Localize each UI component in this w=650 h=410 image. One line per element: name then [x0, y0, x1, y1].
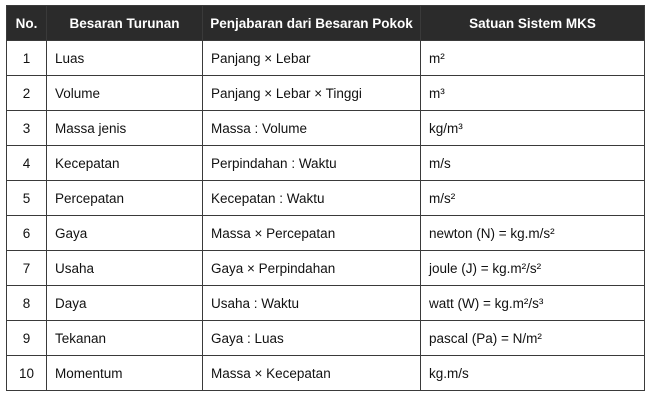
- derived-quantities-table: [6, 5, 645, 391]
- mks-unit-cell: watt (W) = kg.m²/s³: [421, 286, 645, 321]
- derived-quantity-cell: Volume: [47, 76, 203, 111]
- mks-unit-cell: m/s: [421, 146, 645, 181]
- derived-quantity-cell: Usaha: [47, 251, 203, 286]
- derivation-cell: Massa × Percepatan: [203, 216, 421, 251]
- table-row: [7, 356, 645, 391]
- derived-quantity-cell: Daya: [47, 286, 203, 321]
- row-number: 2: [7, 76, 47, 111]
- row-number: 5: [7, 181, 47, 216]
- row-number: 4: [7, 146, 47, 181]
- derivation-cell: Massa × Kecepatan: [203, 356, 421, 391]
- derived-quantity-cell: Percepatan: [47, 181, 203, 216]
- mks-unit-cell: kg/m³: [421, 111, 645, 146]
- derivation-cell: Usaha : Waktu: [203, 286, 421, 321]
- derived-quantity-cell: Gaya: [47, 216, 203, 251]
- derived-quantity-cell: Momentum: [47, 356, 203, 391]
- mks-unit-cell: pascal (Pa) = N/m²: [421, 321, 645, 356]
- table-row: [7, 286, 645, 321]
- table-row: [7, 146, 645, 181]
- row-number: 8: [7, 286, 47, 321]
- row-number: 3: [7, 111, 47, 146]
- mks-unit-cell: kg.m/s: [421, 356, 645, 391]
- table-row: [7, 76, 645, 111]
- row-number: 9: [7, 321, 47, 356]
- header-no: No.: [7, 6, 47, 41]
- derived-quantity-cell: Tekanan: [47, 321, 203, 356]
- derivation-cell: Kecepatan : Waktu: [203, 181, 421, 216]
- table-header-row: [7, 6, 645, 41]
- derived-quantity-cell: Luas: [47, 41, 203, 76]
- header-derivation: Penjabaran dari Besaran Pokok: [203, 6, 421, 41]
- header-derived-quantity: Besaran Turunan: [47, 6, 203, 41]
- derivation-cell: Panjang × Lebar: [203, 41, 421, 76]
- table-row: [7, 216, 645, 251]
- row-number: 1: [7, 41, 47, 76]
- mks-unit-cell: m³: [421, 76, 645, 111]
- table-row: [7, 111, 645, 146]
- derivation-cell: Gaya : Luas: [203, 321, 421, 356]
- derived-quantity-cell: Kecepatan: [47, 146, 203, 181]
- table-row: [7, 251, 645, 286]
- units-table-container: [6, 5, 644, 403]
- mks-unit-cell: m/s²: [421, 181, 645, 216]
- row-number: 7: [7, 251, 47, 286]
- derivation-cell: Massa : Volume: [203, 111, 421, 146]
- table-row: [7, 41, 645, 76]
- table-row: [7, 181, 645, 216]
- row-number: 6: [7, 216, 47, 251]
- header-mks-unit: Satuan Sistem MKS: [421, 6, 645, 41]
- derivation-cell: Perpindahan : Waktu: [203, 146, 421, 181]
- derived-quantity-cell: Massa jenis: [47, 111, 203, 146]
- table-row: [7, 321, 645, 356]
- derivation-cell: Gaya × Perpindahan: [203, 251, 421, 286]
- mks-unit-cell: m²: [421, 41, 645, 76]
- row-number: 10: [7, 356, 47, 391]
- mks-unit-cell: newton (N) = kg.m/s²: [421, 216, 645, 251]
- mks-unit-cell: joule (J) = kg.m²/s²: [421, 251, 645, 286]
- derivation-cell: Panjang × Lebar × Tinggi: [203, 76, 421, 111]
